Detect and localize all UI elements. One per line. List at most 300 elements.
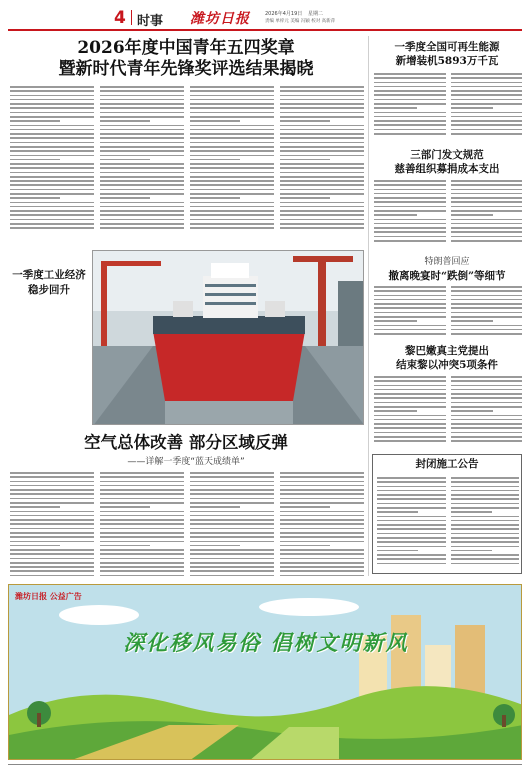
text-line [280, 493, 364, 495]
text-line [451, 541, 520, 543]
text-line [374, 397, 446, 399]
text-line [100, 116, 184, 118]
text-line [190, 112, 274, 114]
text-line [377, 533, 446, 535]
text-line [451, 550, 492, 552]
text-line [10, 86, 94, 88]
lead-body-col2 [100, 86, 184, 236]
text-line [100, 107, 184, 109]
text-line [10, 150, 94, 152]
text-line [100, 541, 184, 543]
text-line [190, 202, 274, 204]
text-line [100, 86, 184, 88]
text-line [10, 137, 94, 139]
lead-body-col4 [280, 86, 364, 236]
text-line [374, 103, 446, 105]
notice-title: 封闭施工公告 [415, 458, 479, 470]
right3-kicker: 特朗普回应 [424, 257, 470, 267]
text-line [10, 133, 94, 135]
text-line [100, 210, 184, 212]
lead-title-line2: 暨新时代青年先锋奖评选结果揭晓 [58, 59, 314, 79]
text-line [100, 167, 184, 169]
text-line [451, 227, 523, 229]
text-line [100, 476, 184, 478]
text-line [280, 536, 364, 538]
text-line [190, 142, 274, 144]
text-line [451, 180, 523, 182]
text-line [100, 150, 184, 152]
text-line [374, 129, 446, 131]
text-line [100, 90, 184, 92]
text-line [374, 193, 446, 195]
text-line [374, 197, 446, 199]
text-line [374, 206, 446, 208]
text-line [190, 506, 240, 508]
text-line [280, 180, 364, 182]
text-line [374, 189, 446, 191]
ad-landscape-illustration [9, 585, 522, 760]
text-line [190, 137, 274, 139]
text-line [190, 227, 274, 229]
text-line [374, 116, 446, 118]
text-line [100, 562, 184, 564]
text-line [451, 376, 523, 378]
right4-headline [372, 344, 522, 372]
text-line [190, 206, 274, 208]
text-line [190, 528, 274, 530]
text-line [10, 90, 94, 92]
text-line [374, 201, 446, 203]
text-line [451, 546, 520, 548]
text-line [451, 415, 523, 417]
text-line [451, 520, 520, 522]
text-line [10, 575, 94, 577]
text-line [280, 562, 364, 564]
text-line [190, 197, 240, 199]
header-rule [8, 29, 522, 31]
text-line [374, 299, 446, 301]
text-line [10, 202, 94, 204]
text-line [190, 99, 274, 101]
text-line [10, 103, 94, 105]
air-body-col1 [10, 472, 94, 580]
text-line [190, 86, 274, 88]
text-line [377, 511, 418, 513]
section-name: 时事 [137, 14, 164, 29]
text-line [10, 206, 94, 208]
masthead [0, 0, 530, 28]
text-line [451, 393, 523, 395]
right2-body [374, 180, 522, 246]
text-line [190, 155, 274, 157]
text-line [100, 519, 184, 521]
text-line [10, 502, 94, 504]
text-line [377, 554, 446, 556]
text-line [190, 193, 274, 195]
text-line [10, 493, 94, 495]
text-line [374, 320, 417, 322]
text-line [10, 223, 94, 225]
text-line [10, 528, 94, 530]
text-line [190, 133, 274, 135]
text-line [100, 558, 184, 560]
text-line [280, 541, 364, 543]
text-line [377, 503, 446, 505]
text-line [190, 210, 274, 212]
air-body-col4 [280, 472, 364, 580]
text-line [451, 103, 523, 105]
text-line [451, 503, 520, 505]
text-line [451, 440, 523, 442]
text-line [280, 528, 364, 530]
text-line [10, 116, 94, 118]
text-line [374, 227, 446, 229]
text-line [10, 558, 94, 560]
text-line [374, 376, 446, 378]
text-line [377, 541, 446, 543]
text-line [374, 219, 446, 221]
text-line [190, 214, 274, 216]
text-line [10, 511, 94, 513]
text-line [10, 159, 60, 161]
air-body-col2 [100, 472, 184, 580]
text-line [190, 515, 274, 517]
text-line [451, 184, 523, 186]
text-line [374, 286, 446, 288]
text-line [280, 523, 364, 525]
text-line [374, 316, 446, 318]
text-line [280, 566, 364, 568]
text-line [451, 498, 520, 500]
notice-body [377, 477, 519, 571]
text-line [377, 494, 446, 496]
text-line [10, 146, 94, 148]
text-line [10, 193, 94, 195]
text-line [280, 476, 364, 478]
text-line [280, 172, 364, 174]
ad-brand: 潍坊日报 公益广告 [15, 592, 82, 601]
text-line [190, 570, 274, 572]
text-line [374, 120, 446, 122]
text-line [280, 202, 364, 204]
text-line [451, 333, 523, 335]
text-line [10, 476, 94, 478]
text-line [374, 184, 446, 186]
text-line [100, 566, 184, 568]
text-line [10, 167, 94, 169]
economy-body [12, 308, 86, 423]
text-line [190, 172, 274, 174]
text-line [451, 219, 523, 221]
text-line [280, 142, 364, 144]
text-line [451, 410, 494, 412]
text-line [10, 227, 94, 229]
text-line [451, 129, 523, 131]
text-line [10, 532, 94, 534]
notice-body-col1 [377, 477, 446, 571]
text-line [10, 197, 60, 199]
text-line [100, 532, 184, 534]
text-line [10, 515, 94, 517]
text-line [190, 541, 274, 543]
right1-body-col2 [451, 73, 523, 139]
text-line [280, 176, 364, 178]
text-line [280, 95, 364, 97]
text-line [100, 184, 184, 186]
right1-body [374, 73, 522, 139]
text-line [374, 90, 446, 92]
text-line [451, 389, 523, 391]
text-line [374, 415, 446, 417]
text-line [10, 125, 94, 127]
text-line [100, 472, 184, 474]
text-line [10, 180, 94, 182]
text-line [377, 486, 446, 488]
text-line [374, 133, 446, 135]
text-line [451, 325, 523, 327]
text-line [100, 481, 184, 483]
text-line [280, 167, 364, 169]
text-line [280, 515, 364, 517]
header-date: 2026年4月19日 [265, 11, 303, 17]
text-line [451, 533, 520, 535]
text-line [451, 116, 523, 118]
text-line [280, 549, 364, 551]
text-line [451, 380, 523, 382]
text-line [190, 558, 274, 560]
text-line [374, 325, 446, 327]
text-line [451, 385, 523, 387]
text-line [10, 142, 94, 144]
text-line [374, 406, 446, 408]
text-line [374, 99, 446, 101]
lead-body-col3 [190, 86, 274, 236]
text-line [100, 172, 184, 174]
text-line [190, 549, 274, 551]
text-line [280, 206, 364, 208]
text-line [374, 77, 446, 79]
text-line [190, 189, 274, 191]
text-line [374, 410, 417, 412]
text-line [190, 532, 274, 534]
text-line [100, 223, 184, 225]
text-line [280, 184, 364, 186]
text-line [280, 90, 364, 92]
text-line [280, 558, 364, 560]
text-line [280, 506, 330, 508]
text-line [451, 295, 523, 297]
text-line [451, 507, 520, 509]
right2-body-col1 [374, 180, 446, 246]
right1-title-line1: 一季度全国可再生能源 [394, 41, 500, 53]
text-line [280, 481, 364, 483]
text-line [451, 554, 520, 556]
text-line [451, 436, 523, 438]
text-line [377, 507, 446, 509]
text-line [451, 524, 520, 526]
text-line [374, 295, 446, 297]
text-line [100, 515, 184, 517]
text-line [190, 489, 274, 491]
text-line [377, 558, 446, 560]
text-line [377, 546, 446, 548]
text-line [190, 90, 274, 92]
text-line [190, 180, 274, 182]
text-line [190, 129, 274, 131]
text-line [451, 112, 523, 114]
text-line [100, 545, 150, 547]
text-line [280, 112, 364, 114]
text-line [190, 511, 274, 513]
text-line [374, 86, 446, 88]
text-line [190, 159, 240, 161]
right4-title-line1: 黎巴嫩真主党提出 [405, 345, 489, 357]
text-line [451, 299, 523, 301]
text-line [451, 320, 494, 322]
text-line [10, 95, 94, 97]
text-line [10, 99, 94, 101]
text-line [190, 167, 274, 169]
text-line [377, 490, 446, 492]
text-line [190, 553, 274, 555]
text-line [190, 523, 274, 525]
public-service-ad [8, 584, 522, 760]
text-line [100, 197, 150, 199]
text-line [280, 485, 364, 487]
text-line [451, 423, 523, 425]
text-line [451, 120, 523, 122]
text-line [451, 189, 523, 191]
page-number-divider [131, 10, 132, 25]
text-line [280, 116, 364, 118]
text-line [451, 307, 523, 309]
text-line [100, 549, 184, 551]
text-line [451, 214, 494, 216]
text-line [280, 99, 364, 101]
text-line [451, 86, 523, 88]
text-line [10, 210, 94, 212]
text-line [374, 124, 446, 126]
text-line [10, 562, 94, 564]
text-line [374, 240, 446, 242]
text-line [280, 133, 364, 135]
air-body-col3 [190, 472, 274, 580]
text-line [190, 120, 240, 122]
text-line [190, 223, 274, 225]
right4-title-line2: 结束黎以冲突5项条件 [396, 359, 498, 371]
text-line [451, 402, 523, 404]
text-line [190, 493, 274, 495]
text-line [280, 545, 330, 547]
text-line [374, 112, 446, 114]
text-line [280, 570, 364, 572]
text-line [374, 214, 417, 216]
text-line [190, 476, 274, 478]
text-line [280, 146, 364, 148]
text-line [190, 107, 274, 109]
text-line [10, 498, 94, 500]
text-line [280, 227, 364, 229]
text-line [10, 566, 94, 568]
text-line [100, 489, 184, 491]
right1-title-line2: 新增装机5893万千瓦 [395, 55, 499, 67]
text-line [451, 223, 523, 225]
text-line [100, 493, 184, 495]
text-line [280, 197, 330, 199]
right4-body-col1 [374, 376, 446, 446]
text-line [10, 570, 94, 572]
text-line [10, 506, 60, 508]
text-line [10, 519, 94, 521]
text-line [100, 202, 184, 204]
text-line [10, 172, 94, 174]
text-line [100, 159, 150, 161]
text-line [190, 125, 274, 127]
text-line [190, 502, 274, 504]
text-line [451, 206, 523, 208]
text-line [451, 511, 492, 513]
lead-title-line1: 2026年度中国青年五四奖章 [77, 38, 295, 58]
text-line [190, 485, 274, 487]
text-line [374, 210, 446, 212]
text-line [100, 95, 184, 97]
text-line [10, 184, 94, 186]
text-line [280, 189, 364, 191]
text-line [190, 562, 274, 564]
text-line [374, 389, 446, 391]
text-line [100, 112, 184, 114]
right2-body-col2 [451, 180, 523, 246]
footer-rule [8, 764, 522, 765]
text-line [374, 231, 446, 233]
text-line [451, 231, 523, 233]
text-line [451, 82, 523, 84]
text-line [100, 155, 184, 157]
text-line [280, 498, 364, 500]
text-line [374, 419, 446, 421]
text-line [10, 481, 94, 483]
notice-box [372, 454, 522, 574]
text-line [190, 146, 274, 148]
text-line [280, 155, 364, 157]
header-editors: 责编 单梓元 美编 冯颖 校对 高新萍 [265, 19, 336, 24]
text-line [451, 94, 523, 96]
text-line [100, 129, 184, 131]
text-line [374, 180, 446, 182]
text-line [100, 227, 184, 229]
ship-photo [92, 250, 364, 425]
text-line [280, 553, 364, 555]
text-line [190, 95, 274, 97]
text-line [100, 219, 184, 221]
right4-body-col2 [451, 376, 523, 446]
text-line [451, 124, 523, 126]
column-separator [368, 36, 369, 576]
text-line [374, 73, 446, 75]
text-line [280, 223, 364, 225]
text-line [451, 432, 523, 434]
text-line [100, 193, 184, 195]
text-line [10, 112, 94, 114]
text-line [377, 516, 446, 518]
text-line [377, 481, 446, 483]
text-line [451, 90, 523, 92]
text-line [374, 303, 446, 305]
text-line [190, 219, 274, 221]
text-line [451, 133, 523, 135]
text-line [451, 397, 523, 399]
text-line [374, 385, 446, 387]
